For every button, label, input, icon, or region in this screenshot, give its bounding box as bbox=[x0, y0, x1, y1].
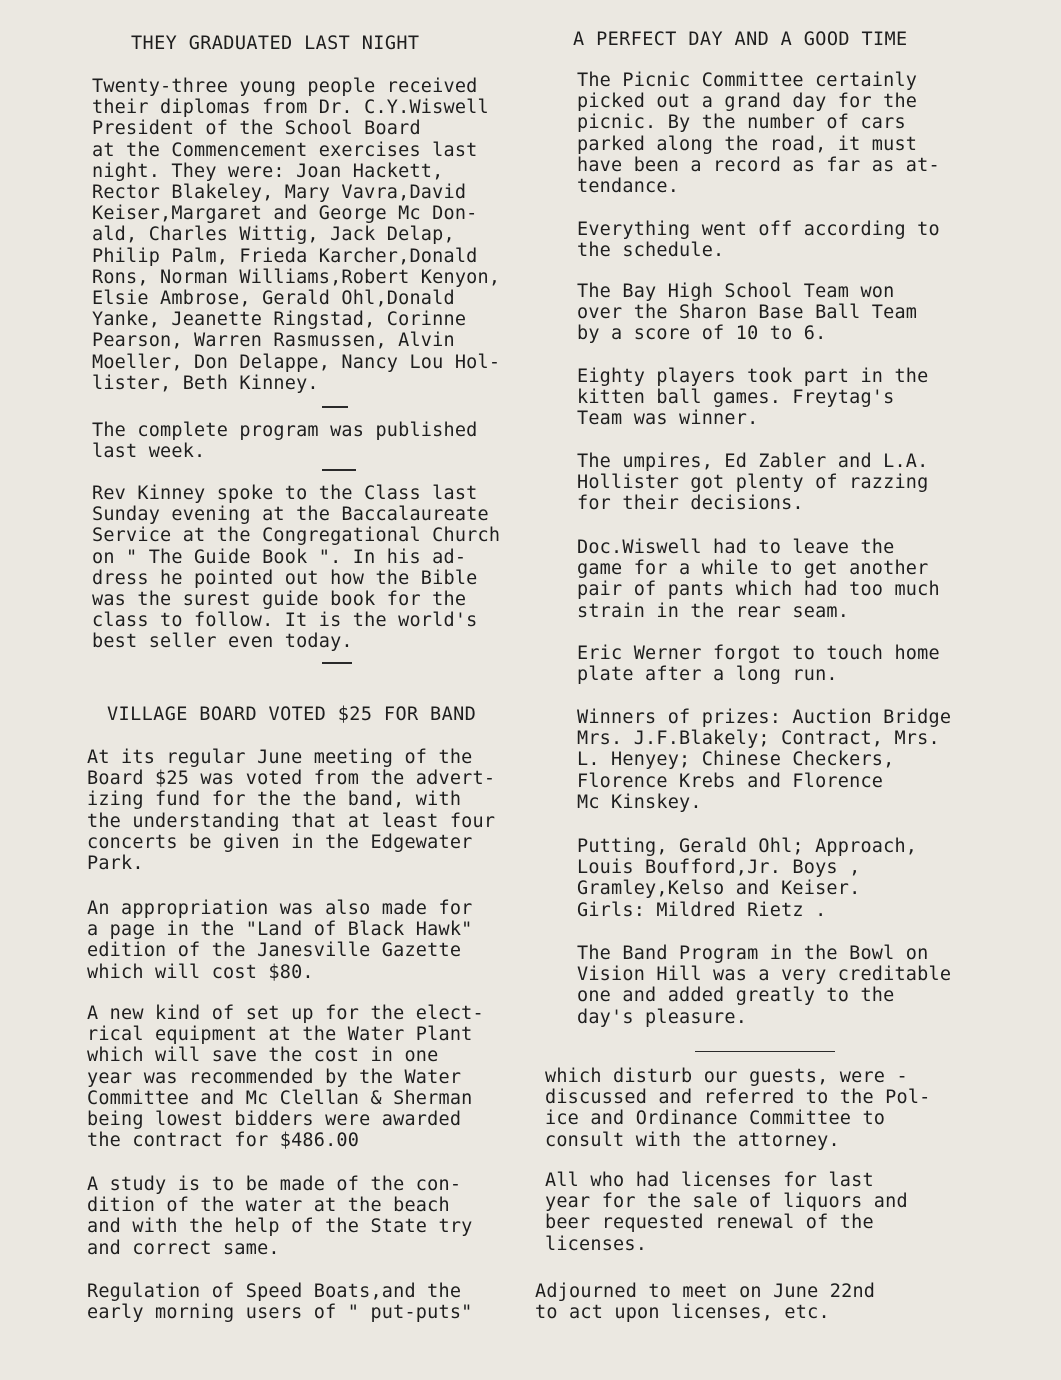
section-divider bbox=[322, 469, 356, 471]
picnic-headline: A PERFECT DAY AND A GOOD TIME bbox=[573, 29, 908, 50]
schedule-paragraph: Everything went off according to the schedule. bbox=[577, 219, 940, 262]
putting-winners-paragraph: Putting, Gerald Ohl; Approach, Louis Boufford,Jr. Boys , Gramley,Kelso and Keiser. Girls: Mildred Rietz . bbox=[577, 836, 918, 921]
picnic-paragraph: The Picnic Committee certainly picked out a grand day for the picnic. By the number of cars parked along the road, it must have been a record as far as at- tendance. bbox=[577, 70, 940, 198]
section-divider bbox=[695, 1051, 835, 1052]
section-divider bbox=[322, 662, 352, 664]
program-paragraph: The complete program was published last week. bbox=[92, 420, 478, 463]
beach-water-paragraph: A study is to be made of the con- dition of the water at the beach and with the help of the State try and correct same. bbox=[87, 1174, 473, 1259]
prize-winners-paragraph: Winners of prizes: Auction Bridge Mrs. J.F.Blakely; Contract, Mrs. L. Henyey; Chinese Checkers, Florence Krebs and Florence Mc Kinskey. bbox=[577, 707, 952, 813]
umpires-paragraph: The umpires, Ed Zabler and L.A. Hollister got plenty of razzing for their decisions. bbox=[577, 451, 929, 515]
doc-wiswell-paragraph: Doc.Wiswell had to leave the game for a while to get another pair of pants which had too much strain in the rear seam. bbox=[577, 537, 940, 622]
licenses-paragraph: All who had licenses for last year for the sale of liquors and beer requested renewal of the licenses. bbox=[545, 1170, 908, 1255]
section-divider bbox=[322, 406, 348, 408]
baseball-paragraph: The Bay High School Team won over the Sharon Base Ball Team by a score of 10 to 6. bbox=[577, 281, 918, 345]
kitten-ball-paragraph: Eighty players took part in the kitten ball games. Freytag's Team was winner. bbox=[577, 366, 929, 430]
eric-werner-paragraph: Eric Werner forgot to touch home plate after a long run. bbox=[577, 643, 940, 686]
appropriation-paragraph: An appropriation was also made for a page in the "Land of Black Hawk" edition of the Janesville Gazette which will cost $80. bbox=[87, 898, 473, 983]
graduates-paragraph: Twenty-three young people received their diplomas from Dr. C.Y.Wiswell President of the School Board at the Commencement exercises last night. They were: Joan Hackett, Rector Blakeley, Mary Vavra,David Keiser,Margaret and George Mc Don- ald, Charles Wittig, Jack Delap, Philip Palm, Frieda Karcher,Donald Rons, Norman Williams,Robert Kenyon, Elsie Ambrose, Gerald Ohl,Donald Yanke, Jeanette Ringstad, Corinne Pearson, Warren Rasmussen, Alvin Moeller, Don Delappe, Nancy Lou Hol- lister, Beth Kinney. bbox=[92, 76, 501, 394]
water-plant-paragraph: A new kind of set up for the elect- rical equipment at the Water Plant which will save the cost in one year was recommended by the Water Committee and Mc Clellan & Sherman being lowest bidders were awarded the contract for $486.00 bbox=[87, 1003, 484, 1152]
adjourned-paragraph: Adjourned to meet on June 22nd to act upon licenses, etc. bbox=[535, 1281, 876, 1324]
band-vote-paragraph: At its regular June meeting of the Board $25 was voted from the advert- izing fund for the the band, with the understanding that at least four concerts be given in the Edgewater Park. bbox=[87, 747, 496, 875]
ordinance-paragraph: which disturb our guests, were - discussed and referred to the Pol- ice and Ordinance Committee to consult with the attorney. bbox=[545, 1066, 931, 1151]
baccalaureate-paragraph: Rev Kinney spoke to the Class last Sunday evening at the Baccalaureate Service at the Congregational Church on " The Guide Book ". In his ad- dress he pointed out how the Bible was the surest guide book for the class to follow. It is the world's best seller even today. bbox=[92, 483, 501, 653]
graduation-headline: THEY GRADUATED LAST NIGHT bbox=[131, 33, 420, 54]
village-board-headline: VILLAGE BOARD VOTED $25 FOR BAND bbox=[107, 704, 477, 725]
band-program-paragraph: The Band Program in the Bowl on Vision Hill was a very creditable one and added greatly to the day's pleasure. bbox=[577, 943, 952, 1028]
speed-boats-paragraph: Regulation of Speed Boats,and the early morning users of " put-puts" bbox=[87, 1281, 473, 1324]
